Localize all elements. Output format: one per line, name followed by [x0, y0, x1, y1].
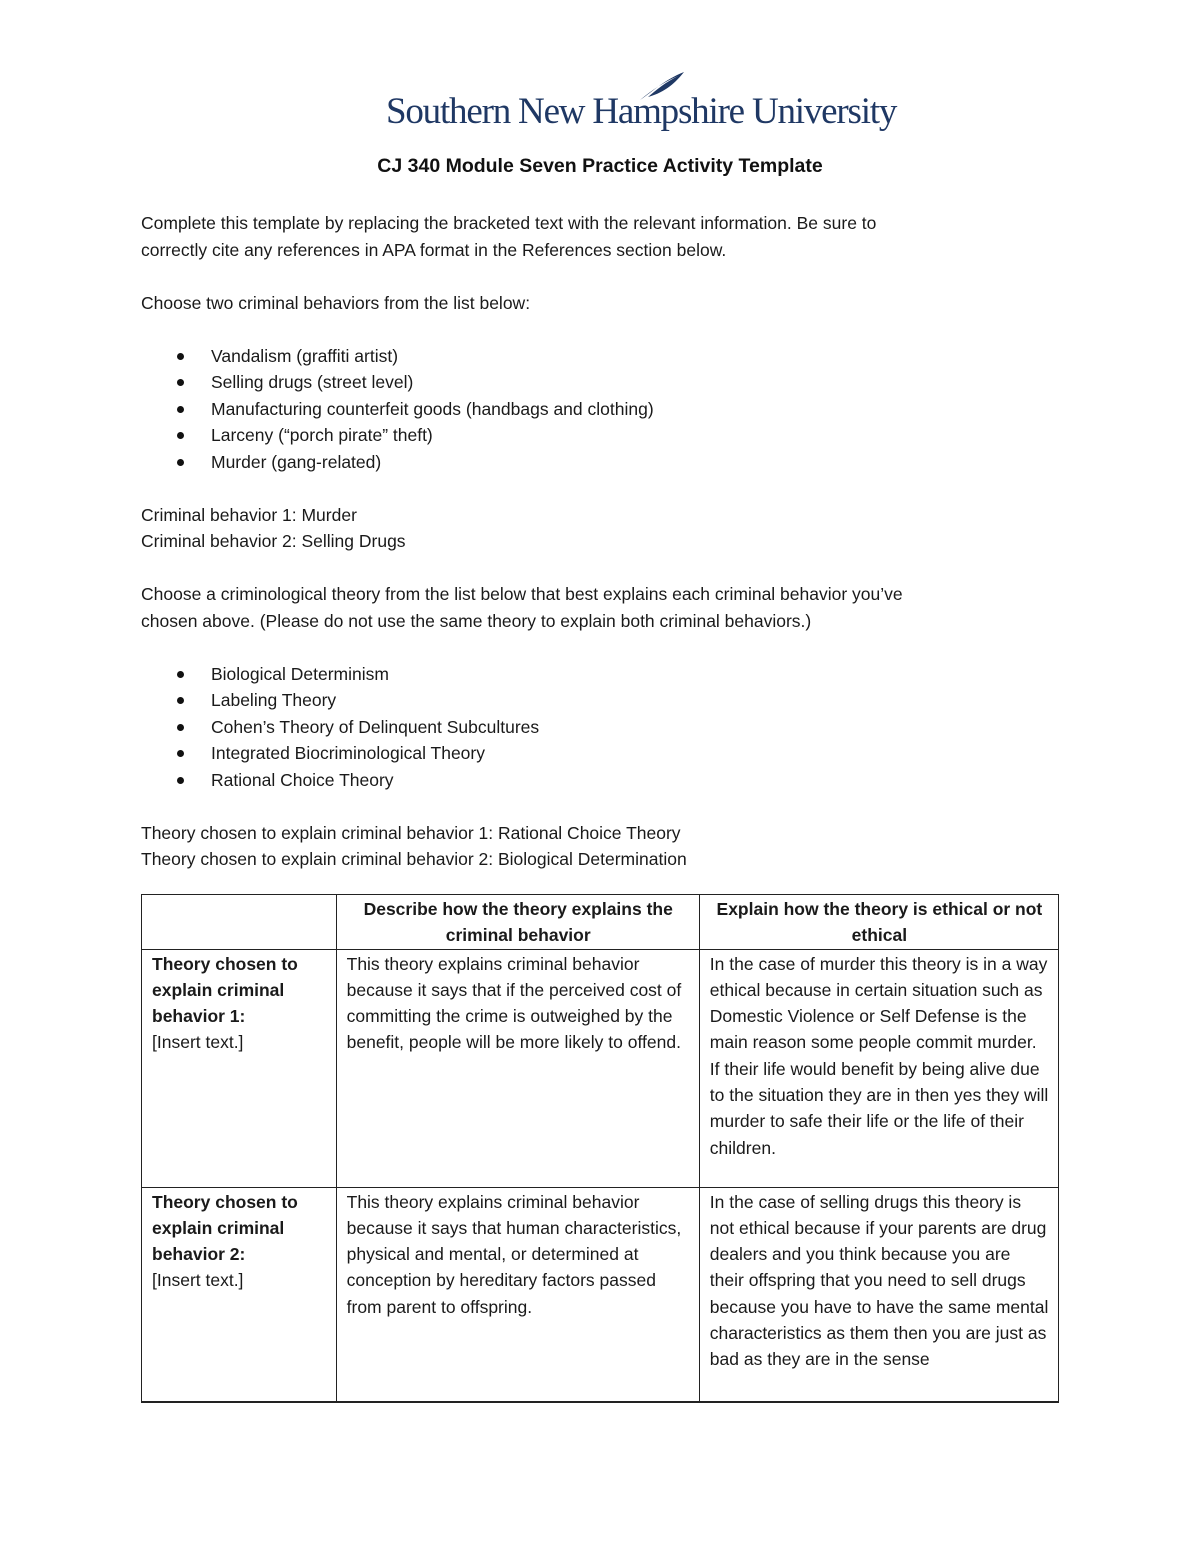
- bullet-icon: [177, 406, 184, 413]
- bullet-icon: [177, 432, 184, 439]
- row-header-cell: [142, 1187, 337, 1402]
- describe-cell: This theory explains criminal behavior because it says that if the perceived cost of committing the crime is outweighed by the benefit, people will be more likely to offend.: [336, 949, 699, 1187]
- table-corner-cell: [142, 895, 337, 950]
- bullet-icon: [177, 750, 184, 757]
- behaviors-prompt: Choose two criminal behaviors from the list below:: [141, 292, 531, 313]
- list-item: Manufacturing counterfeit goods (handbags and clothing): [141, 396, 1061, 423]
- table-row: [142, 949, 1059, 1187]
- intro-line-2: correctly cite any references in APA format in the References section below.: [141, 239, 727, 260]
- column-header-ethical: Explain how the theory is ethical or not ethical: [699, 895, 1058, 950]
- list-item: Rational Choice Theory: [141, 767, 1061, 794]
- bullet-icon: [177, 459, 184, 466]
- list-item: Integrated Biocriminological Theory: [141, 740, 1061, 767]
- bullet-icon: [177, 671, 184, 678]
- list-item: Biological Determinism: [141, 661, 1061, 688]
- theory-prompt-line-2: chosen above. (Please do not use the same theory to explain both criminal behaviors.): [141, 610, 812, 631]
- criminal-behavior-2: Criminal behavior 2: Selling Drugs: [141, 531, 406, 551]
- list-item: Larceny (“porch pirate” theft): [141, 422, 1061, 449]
- theory-chosen-2: Theory chosen to explain criminal behavior 2: Biological Determination: [141, 849, 687, 869]
- ethical-cell: In the case of murder this theory is in a way ethical because in certain situation such as Domestic Violence or Self Defense is the main reason some people commit murder. If their life would benefit by being alive due to the situation they are in then yes they will murder to safe their life or the life of their children.: [699, 949, 1058, 1187]
- table-row: [142, 1187, 1059, 1402]
- behaviors-list: [141, 343, 1061, 476]
- university-logo: [386, 70, 897, 136]
- bullet-icon: [177, 379, 184, 386]
- row-header-label: Theory chosen to explain criminal behavior 2:: [152, 1191, 298, 1265]
- row-header-cell: [142, 949, 337, 1187]
- table-header-row: [142, 895, 1059, 950]
- bullet-icon: [177, 353, 184, 360]
- row-header-label: Theory chosen to explain criminal behavior 1:: [152, 953, 298, 1027]
- theory-prompt-line-1: Choose a criminological theory from the list below that best explains each criminal behavior you’ve: [141, 584, 903, 604]
- document-body: [141, 210, 1061, 873]
- list-item: Vandalism (graffiti artist): [141, 343, 1061, 370]
- ethical-cell: In the case of selling drugs this theory is not ethical because if your parents are drug dealers and you think because you are their offspring that you need to sell drugs because you have to have the same mental characteristics as them then you are just as bad as they are in the sense: [699, 1187, 1058, 1402]
- theories-list: [141, 661, 1061, 794]
- list-item: Cohen’s Theory of Delinquent Subcultures: [141, 714, 1061, 741]
- column-header-describe: Describe how the theory explains the criminal behavior: [336, 895, 699, 950]
- list-item: Selling drugs (street level): [141, 369, 1061, 396]
- document-title: CJ 340 Module Seven Practice Activity Template: [377, 155, 823, 177]
- bullet-icon: [177, 697, 184, 704]
- insert-text-placeholder: [Insert text.]: [152, 1270, 244, 1291]
- criminal-behavior-1: Criminal behavior 1: Murder: [141, 504, 357, 525]
- theory-table: [141, 894, 1059, 1403]
- insert-text-placeholder: [Insert text.]: [152, 1032, 244, 1053]
- list-item: Murder (gang-related): [141, 449, 1061, 476]
- bullet-icon: [177, 724, 184, 731]
- describe-cell: This theory explains criminal behavior because it says that human characteristics, physical and mental, or determined at conception by hereditary factors passed from parent to offspring.: [336, 1187, 699, 1402]
- university-name: Southern New Hampshire University: [386, 91, 897, 132]
- theory-chosen-1: Theory chosen to explain criminal behavior 1: Rational Choice Theory: [141, 822, 681, 843]
- bullet-icon: [177, 777, 184, 784]
- leaf-icon: [638, 70, 686, 102]
- intro-line-1: Complete this template by replacing the bracketed text with the relevant information. Be sure to: [141, 213, 877, 233]
- list-item: Labeling Theory: [141, 687, 1061, 714]
